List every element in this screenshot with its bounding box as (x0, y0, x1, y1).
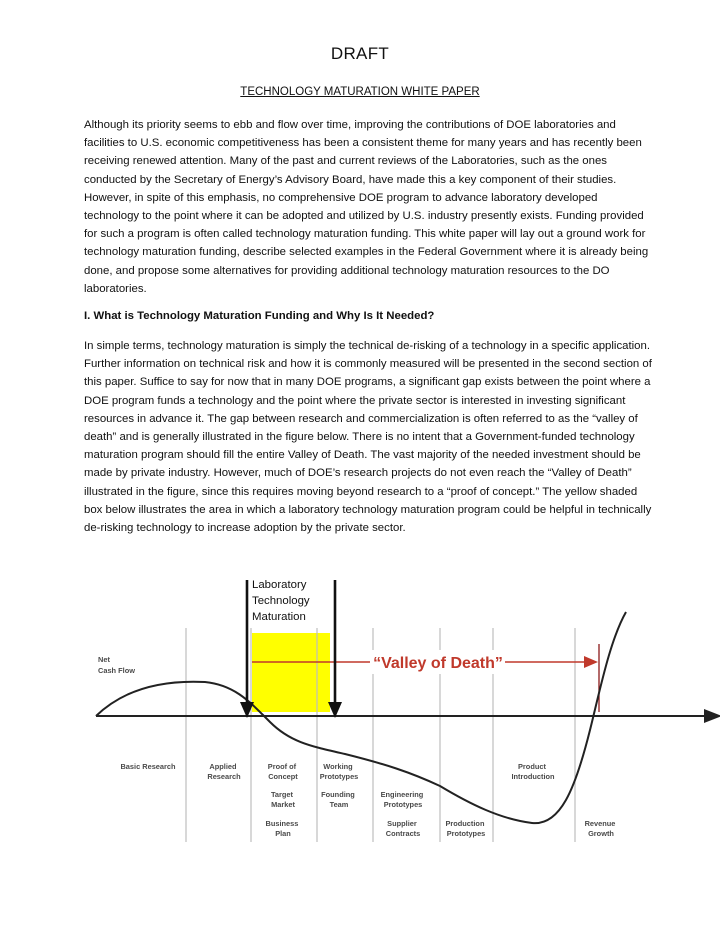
technology-maturation-highlight (252, 633, 330, 712)
stage-business-plan: Business Plan (265, 819, 299, 838)
document-title: TECHNOLOGY MATURATION WHITE PAPER (240, 86, 480, 98)
tm-label-line: Technology (252, 595, 310, 607)
cash-flow-curve (96, 612, 626, 823)
intro-paragraph: Although its priority seems to ebb and flow over time, improving the contributions of DOE laboratories and facilities to U.S. economic competitiveness has been a consistent theme for many years and has recently been receiving renewed attention. Many of the past and current reviews of the Laboratories, such as the ones conducted by the Secretary of Energy’s Advisory Board, have made this a key component of their studies. However, in spite of this emphasis, no comprehensive DOE program to advance laboratory developed technology to the point where it can be adopted and utilized by U.S. industry presently exists. Funding provided for such a program is often called technology maturation funding. This white paper will lay out a ground work for technology maturation funding, describe selected examples in the Federal Government where it is already being done, and propose some alternatives for providing additional technology maturation resources to the DO laboratories. (84, 119, 649, 295)
tm-label-line: Maturation (252, 611, 306, 623)
stage-applied-research: Applied Research (207, 762, 241, 781)
tm-label-line: Laboratory (252, 579, 307, 591)
stage-founding-team: Founding Team (321, 790, 355, 809)
x-axis-arrow-icon (704, 709, 720, 723)
stage-target-market: Target Market (270, 790, 295, 809)
stage-proof-of-concept: Proof of Concept (267, 762, 298, 781)
valley-of-death-label: “Valley of Death” (373, 655, 503, 672)
stage-basic-research: Basic Research (120, 762, 176, 771)
net-cash-flow-label: Net Cash Flow (98, 655, 135, 675)
stage-product-introduction: Product Introduction (511, 762, 555, 781)
draft-label: DRAFT (330, 44, 390, 63)
stage-revenue-growth: Revenue Growth (584, 819, 616, 838)
stage-working-prototypes: Working Prototypes (319, 762, 359, 781)
stage-production-prototypes: Production Prototypes (445, 819, 486, 838)
section-paragraph: In simple terms, technology maturation is simply the technical de-risking of a technology in a specific application. Further information on technical risk and how it is commonly measured will be presented in the second section of this paper. Suffice to say for now that in many DOE programs, a significant gap exists between the point where a DOE program funds a technology and the point where the private sector is interested in investing significant resources in advance it. The gap between research and commercialization is often referred to as the “valley of death” and is generally illustrated in the figure below. There is no intent that a Government-funded technology maturation program should fill the entire Valley of Death. The vast majority of the needed investment should be made by private industry. However, much of DOE’s research projects do not even reach the “Valley of Death” illustrated in the figure, since this requires moving beyond research to a “proof of concept.” The yellow shaded box below illustrates the area in which a laboratory technology maturation program could be helpful in technically de-risking technology to increase adoption by the private sector. (84, 340, 652, 535)
stage-engineering-prototypes: Engineering Prototypes (380, 790, 424, 809)
stage-supplier-contracts: Supplier Contracts (385, 819, 421, 838)
section-heading: I. What is Technology Maturation Funding and Why Is It Needed? (84, 310, 435, 322)
valley-arrow-head-icon (584, 656, 598, 668)
